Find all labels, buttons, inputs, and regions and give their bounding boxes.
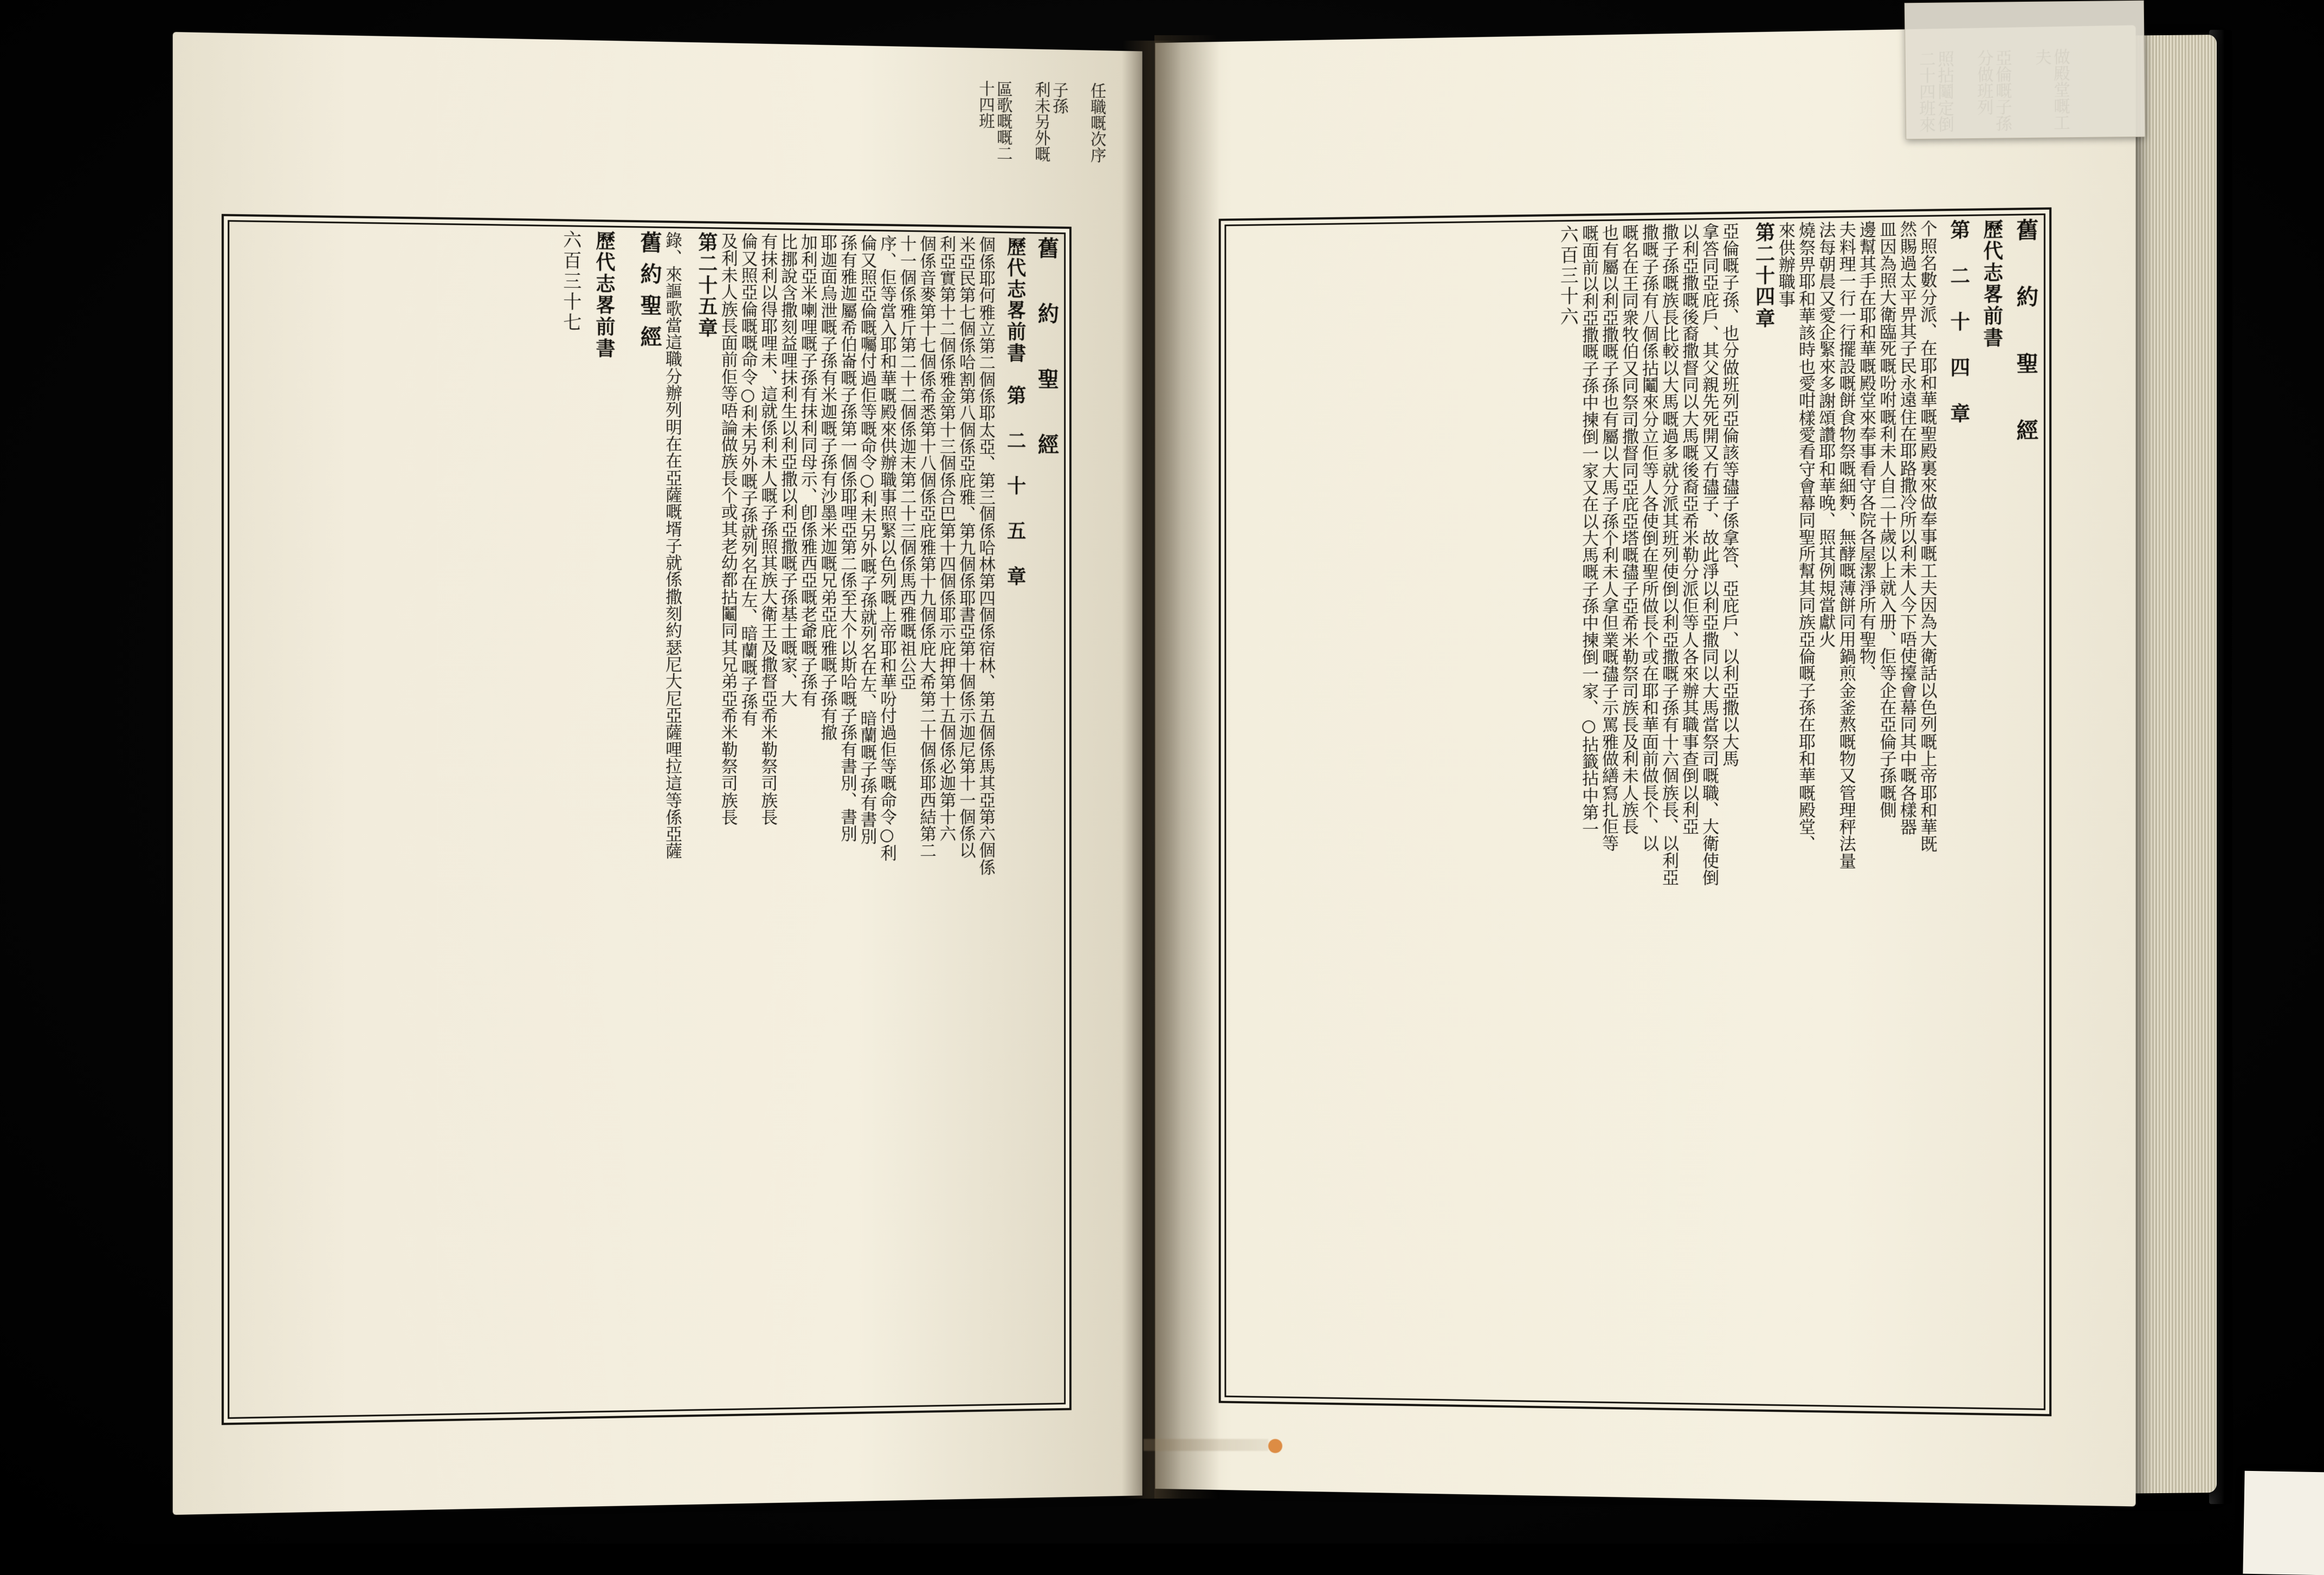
- text-column: 倫又照亞倫嘅嘅命令○利未另外嘅子孫就列名在左、暗蘭嘅子孫有: [738, 233, 758, 1405]
- text-column: 錄、來謳歌當這職分辦列明在在亞薩嘅壻子就係撒刻約瑟尼大尼亞薩哩拉這等係亞薩: [662, 231, 682, 1406]
- repair-tape: [1905, 1, 2146, 140]
- text-column: 法每朝晨又愛企緊來多謝頌讚耶和華晚、照其例規當獻火: [1815, 221, 1835, 1402]
- left-page-margin-notes: [706, 75, 1105, 163]
- text-column: 米亞民第七個係哈割第八個係亞庇雅、第九個係耶書亞第十個係示迦尼第十一個係以: [956, 236, 975, 1402]
- text-column: 邊幫其手在耶和華嘅殿堂來奉事看守各院各屋潔淨所有聖物、: [1856, 221, 1876, 1403]
- open-book: [179, 30, 2217, 1526]
- text-column: 撒子孫嘅族長比較以大馬嘅過多就分派其班列使倒以利亞撒嘅子孫有十六個族長、以利亞: [1658, 223, 1679, 1399]
- left-page-text-frame: [222, 214, 1071, 1425]
- left-page-running-title: 舊約聖經: [625, 231, 662, 1407]
- left-page-book-title: 舊 約 聖 經: [1026, 237, 1059, 1400]
- right-page-text-frame: [1219, 208, 2052, 1417]
- text-column: 撒嘅子孫有八個係拈鬮來分立佢等人各使倒在聖所做長个或在耶和華面前做長个、以: [1638, 224, 1658, 1399]
- text-column: 耶迦面烏泄嘅子孫有米迦嘅子孫有沙墨米迦嘅兄弟亞庇雅嘅子孫有撤: [817, 234, 837, 1404]
- text-column: 拿答同亞庇戶、其父親先死開又冇孻子、故此淨以利亞撒同以大馬當祭司嘅職、大衛使倒: [1699, 223, 1719, 1400]
- margin-note: 區歌嘅嘅二 十四班: [976, 80, 1012, 162]
- text-column: 序、佢等當入耶和華嘅殿來供辦職事照緊以色列嘅上帝耶和華吩付過佢等嘅命令○利: [876, 235, 896, 1403]
- text-column: 利亞實第十二個係雅金第十三個係合巴第十四個係耶示庇押第十五個係必迦第十六: [936, 235, 956, 1402]
- paper-bookmark-slip: [2243, 1471, 2324, 1575]
- text-column: 皿因為照大衛臨死嘅吩咐嘅利未人自二十歲以上就入册、佢等企在亞倫子孫嘅側: [1876, 221, 1896, 1403]
- text-column: 然賜過太平畀其子民永遠住在耶路撒冷所以利未人今下唔使擡會幕同其中嘅各樣器: [1896, 220, 1916, 1403]
- text-column: 以利亞撒嘅後裔撒督同以大馬嘅後裔亞希米勒分派佢等人各來辦其職事查倒以利亞: [1679, 223, 1699, 1400]
- left-page-number: 六百三十七: [551, 230, 582, 1409]
- right-page-chapter-heading: 第二十四章: [1739, 222, 1774, 1401]
- text-column: 亞倫嘅子孫、也分做班列亞倫該等孻子係拿答、亞庇戶、以利亞撒以大馬: [1719, 223, 1739, 1400]
- text-column: 孫有雅迦屬希伯崙嘅子孫第一個係耶哩亞第二係至大个以斯哈嘅子孫有書別、書別: [837, 234, 857, 1404]
- text-column: 倫又照亞倫嘅囑付過佢等嘅命令○利未另外嘅子孫就列名在左、暗蘭嘅子孫有書別: [857, 234, 877, 1403]
- text-column: 十一個係雅斤第二十二個係迦末第二十三個係馬西雅嘅祖公亞: [896, 235, 916, 1402]
- text-column: 嘅面前以利亞撒嘅子孫中揀倒一家又在以大馬嘅子孫中揀倒一家、○拈籤拈中第一: [1578, 224, 1598, 1398]
- text-column: 及利未人族長面前佢等唔論做族長个或其老幼都拈鬮同其兄弟亞希米勒祭司族長: [718, 232, 738, 1405]
- text-column: 來供辦職事: [1775, 222, 1795, 1401]
- text-column: 比挪說含撒刻益哩抹利生以利亞撒以利亞撒嘅子孫基士嘅家、大: [777, 233, 797, 1404]
- text-column: 加利亞米喇哩嘅子孫有抹利同母示、卽係雅西亞嘅老爺嘅子孫有: [797, 234, 817, 1404]
- text-column: 個係音麥第十七個係希悉第十八個係亞庇雅第十九個係庇大希第二十個係耶西結第二: [916, 235, 935, 1402]
- left-page-running-section: 歷代志畧前書: [582, 230, 615, 1408]
- text-column: 嘅名在王同衆牧伯又同祭司撒督同亞庇亞塔嘅孻子亞希米勒祭司族長及利未人族長: [1618, 224, 1638, 1399]
- page-bottom-smudge: [1144, 1439, 1268, 1451]
- left-page: [173, 32, 1142, 1515]
- text-column: 燒祭畀耶和華該時也愛咁樣愛看守會幕同聖所幫其同族亞倫嘅子孫在耶和華嘅殿堂、: [1795, 222, 1815, 1402]
- left-page-section-and-chapter: 歷代志畧前書 第 二 十 五 章: [995, 236, 1026, 1400]
- orange-marker-dot: [1268, 1439, 1282, 1453]
- right-page-book-title: 舊 約 聖 經: [2003, 218, 2038, 1405]
- text-column: 有抹利以得耶哩未、這就係利未人嘅子孫照其族大衛王及撒督亞希米勒祭司族長: [757, 233, 777, 1405]
- text-column: 夫料理一行一行擺設嘅餅食物祭嘅細麪、無酵嘅薄餅同用鍋煎金釜熬嘅物又管理秤法量: [1836, 221, 1856, 1403]
- text-column: 個係耶何雅立第二個係耶太亞、第三個係哈林第四個係宿林、第五個係馬其亞第六個係: [976, 236, 995, 1401]
- text-column: 个照名數分派、在耶和華嘅聖殿裏來做奉事嘅工夫因為大衛話以色列嘅上帝耶和華既: [1916, 220, 1937, 1404]
- margin-note: 子孫 利未另外嘅: [1032, 81, 1068, 163]
- right-page-number: 六百三十六: [1547, 225, 1578, 1398]
- margin-note: 任職嘅次序: [1088, 82, 1106, 163]
- right-page-section-title: 歷代志畧前書: [1970, 219, 2003, 1405]
- right-page-chapter-label: 第 二 十 四 章: [1937, 220, 1970, 1404]
- left-page-chapter-heading: 第二十五章: [682, 231, 718, 1406]
- text-column: 也有屬以利亞撒嘅子孫也有屬以大馬子孫个利未人拿但業嘅孻子示罵雅做繕寫扎佢等: [1598, 224, 1618, 1399]
- right-page: [1155, 25, 2135, 1506]
